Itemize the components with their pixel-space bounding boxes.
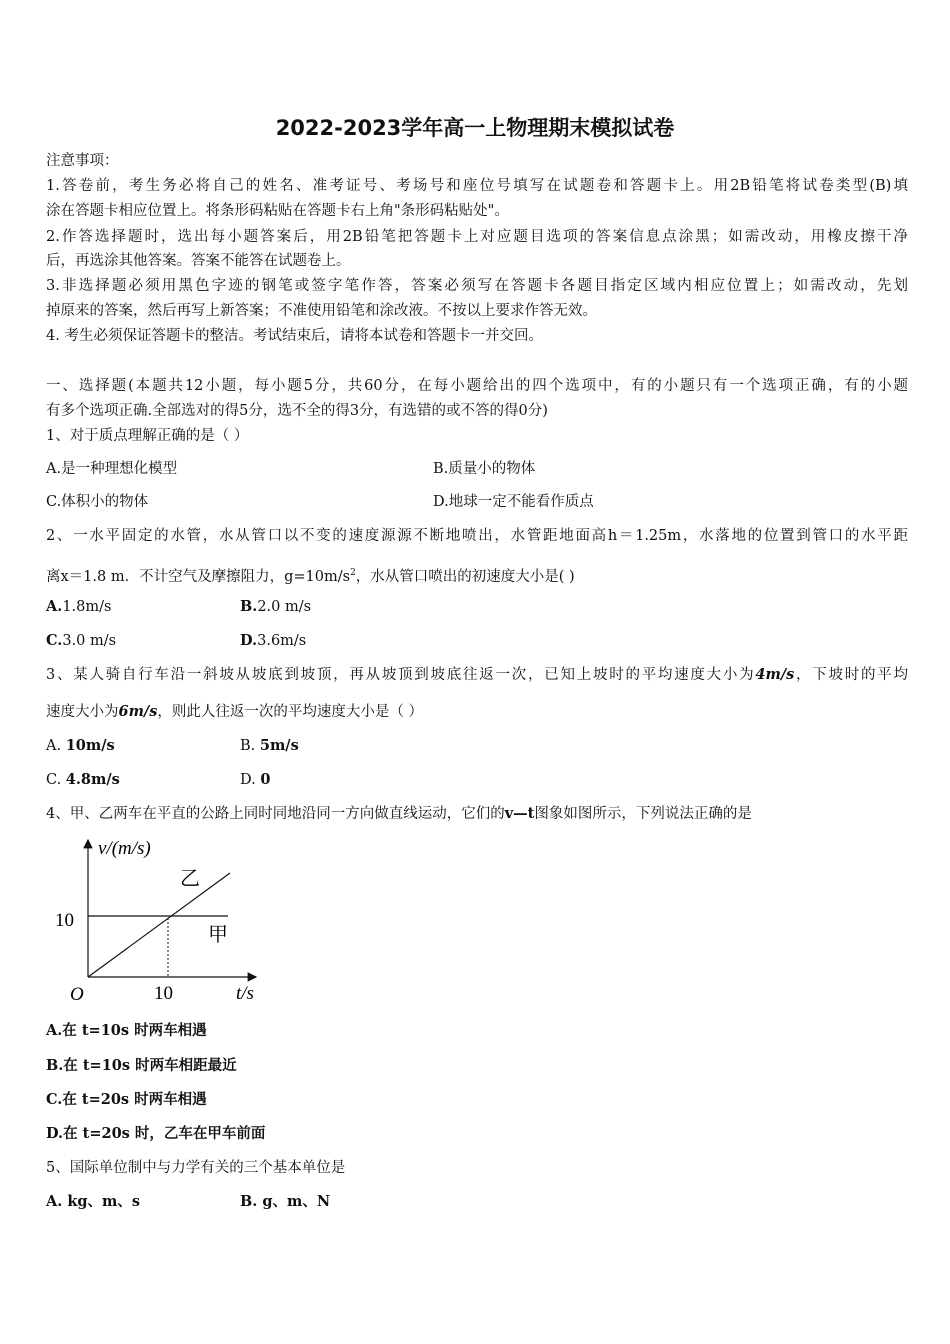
q1-stem: 1、对于质点理解正确的是（ ） [46,428,249,444]
option-value: 0 [260,771,271,788]
y-tick-label: 10 [55,910,74,931]
q2-exponent: 2 [350,568,356,578]
q1-option-d: D.地球一定不能看作质点 [433,494,594,510]
q3-option-a [46,736,115,756]
q2-stem-line-2 [46,563,908,587]
option-text: 3.0 m/s [62,633,117,649]
note-2-line-2: 后，再选涂其他答案。答案不能答在试题卷上。 [46,253,351,269]
q5-stem: 5、国际单位制中与力学有关的三个基本单位是 [46,1160,346,1176]
q3-option-d [240,770,270,790]
option-value: 5m/s [259,737,299,754]
option-label: A. [46,738,66,754]
q3-stem-text: 速度大小为 [46,704,119,720]
q4-vt-graph [50,832,270,1010]
option-label: B. [240,598,258,615]
option-label: D. [240,632,258,649]
q2-stem-tail: ，水从管口喷出的初速度大小是( ) [355,568,575,585]
note-2-line-1: 2.作答选择题时，选出每小题答案后，用2B铅笔把答题卡上对应题目选项的答案信息点涂黑；如需改动，用橡皮擦干净 [46,229,908,245]
q3-option-c [46,770,120,790]
q3-uphill-speed: 4m/s [755,666,795,683]
note-1-line-2: 涂在答题卡相应位置上。将条形码粘贴在答题卡右上角"条形码粘贴处"。 [46,203,509,219]
q1-option-b: B.质量小的物体 [433,461,536,477]
q4-stem [46,804,908,824]
q4-option-d: D.在 t=20s 时，乙车在甲车前面 [46,1125,266,1142]
option-value: 4.8m/s [65,771,120,788]
q2-option-c [46,631,116,651]
q2-option-b [240,597,311,617]
q2-stem-text: 离x＝1.8 m．不计空气及摩擦阻力，g=10m/s [46,568,351,585]
q4-stem-tail: 图象如图所示，下列说法正确的是 [534,806,752,822]
section-instructions-line-1: 一、选择题(本题共12小题，每小题5分，共60分，在每小题给出的四个选项中，有的小题只有一个选项正确，有的小题 [46,378,908,394]
series-yi-label: 乙 [180,868,200,890]
q3-stem-text: 3、某人骑自行车沿一斜坡从坡底到坡顶，再从坡顶到坡底往返一次，已知上坡时的平均速度大小为 [46,667,756,683]
option-label: A. [46,598,63,615]
option-label: D. [240,772,261,788]
q1-option-a: A.是一种理想化模型 [46,461,178,477]
option-text: 2.0 m/s [257,599,312,615]
q4-vt-label: v—t [504,805,535,822]
note-3-line-1: 3.非选择题必须用黑色字迹的钢笔或签字笔作答，答案必须写在答题卡各题目指定区域内相应位置上；如需改动，先划 [46,278,908,294]
notes-heading: 注意事项： [46,153,119,169]
q5-option-a: A. kg、m、s [46,1193,141,1210]
q2-option-a [46,597,111,617]
section-instructions-line-2: 有多个选项正确.全部选对的得5分，选不全的得3分，有选错的或不答的得0分) [46,403,548,419]
q4-stem-text: 4、甲、乙两车在平直的公路上同时同地沿同一方向做直线运动，它们的 [46,806,505,822]
q4-option-b: B.在 t=10s 时两车相距最近 [46,1057,237,1074]
origin-label: O [70,984,84,1005]
x-tick-label: 10 [154,983,173,1004]
q2-option-d [240,631,306,651]
q3-downhill-speed: 6m/s [118,703,158,720]
option-text: 1.8m/s [62,599,112,615]
series-jia-label: 甲 [208,924,228,946]
option-value: 10m/s [65,737,115,754]
note-4: 4. 考生必须保证答题卡的整洁。考试结束后，请将本试卷和答题卡一并交回。 [46,328,543,344]
option-text: 3.6m/s [257,633,307,649]
y-axis-label: v/(m/s) [98,838,151,859]
q5-option-b: B. g、m、N [240,1193,331,1210]
q4-option-c: C.在 t=20s 时两车相遇 [46,1091,207,1108]
option-label: C. [46,632,63,649]
x-axis-label: t/s [236,983,254,1004]
option-label: C. [46,772,66,788]
q3-stem-line-1 [46,665,908,685]
q3-option-b [240,736,299,756]
q1-option-c: C.体积小的物体 [46,494,149,510]
note-1-line-1: 1.答卷前，考生务必将自己的姓名、准考证号、考场号和座位号填写在试题卷和答题卡上。用2B铅笔将试卷类型(B)填 [46,178,908,194]
q3-stem-tail: ，则此人往返一次的平均速度大小是（ ） [157,704,424,720]
q3-stem-tail: ，下坡时的平均 [794,667,908,683]
note-3-line-2: 掉原来的答案，然后再写上新答案；不准使用铅笔和涂改液。不按以上要求作答无效。 [46,303,597,319]
q4-option-a: A.在 t=10s 时两车相遇 [46,1022,207,1039]
page-title: 2022-2023学年高一上物理期末模拟试卷 [275,116,675,140]
option-label: B. [240,738,260,754]
q2-stem-line-1: 2、一水平固定的水管，水从管口以不变的速度源源不断地喷出，水管距地面高h＝1.25m，水落地的位置到管口的水平距 [46,528,908,544]
q3-stem-line-2 [46,702,908,722]
